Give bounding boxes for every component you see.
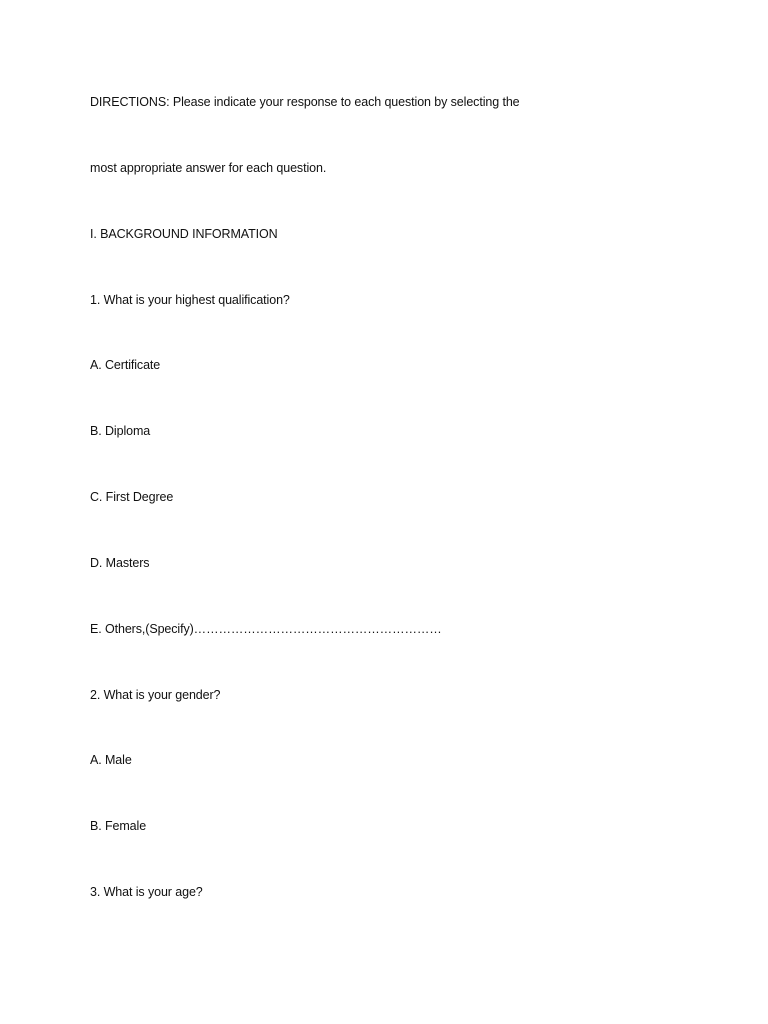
question-2: 2. What is your gender? bbox=[90, 688, 221, 702]
question-1-option-e: E. Others,(Specify)…………………………………………………… bbox=[90, 622, 442, 636]
question-1-option-b: B. Diploma bbox=[90, 424, 151, 438]
question-1-option-c: C. First Degree bbox=[90, 490, 174, 504]
question-1-option-d: D. Masters bbox=[90, 556, 150, 570]
directions-line-1: DIRECTIONS: Please indicate your response to each question by selecting the bbox=[90, 95, 520, 109]
question-1-option-a: A. Certificate bbox=[90, 358, 161, 372]
question-1: 1. What is your highest qualification? bbox=[90, 293, 290, 307]
section-heading: I. BACKGROUND INFORMATION bbox=[90, 227, 278, 241]
directions-line-2: most appropriate answer for each question. bbox=[90, 161, 327, 175]
question-3: 3. What is your age? bbox=[90, 885, 203, 899]
question-2-option-b: B. Female bbox=[90, 819, 147, 833]
question-2-option-a: A. Male bbox=[90, 753, 132, 767]
